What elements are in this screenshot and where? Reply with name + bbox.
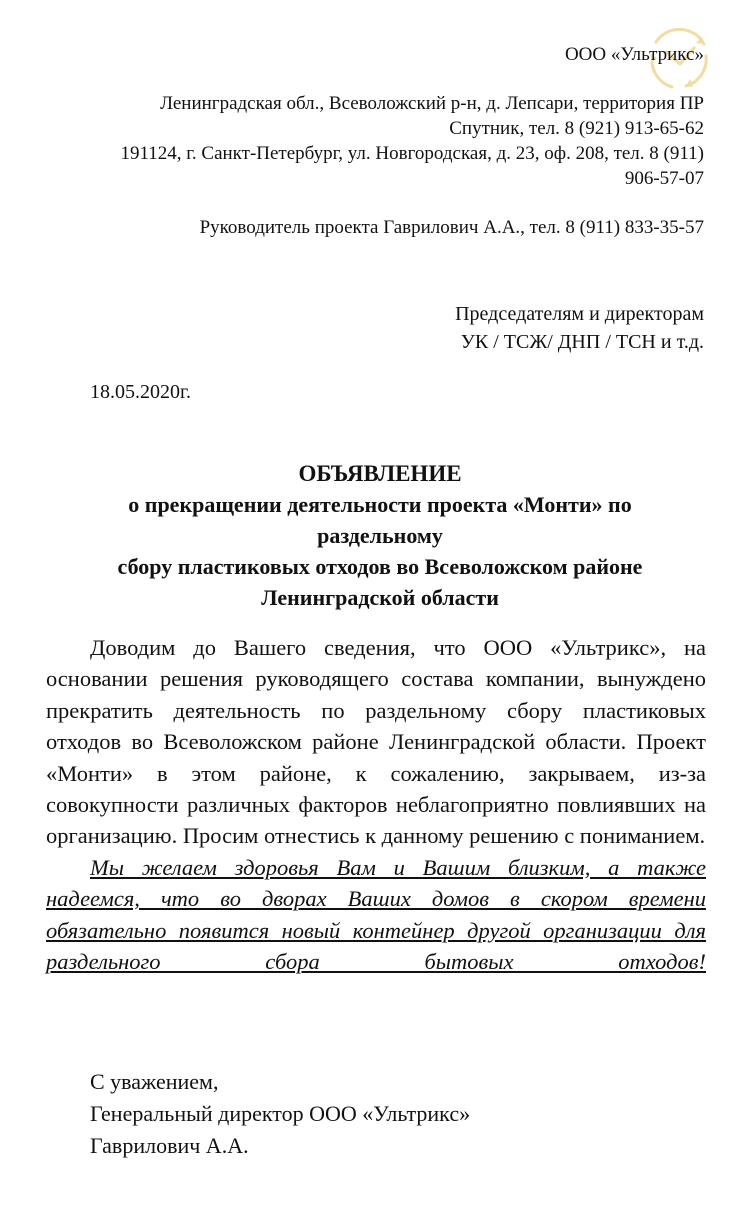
title-main: ОБЪЯВЛЕНИЕ: [298, 461, 462, 486]
closing-position: Генеральный директор ООО «Ультрикс»: [90, 1101, 471, 1126]
signature-block: [90, 1066, 470, 1162]
project-manager-line: Руководитель проекта Гаврилович А.А., тел. 8 (911) 833-35-57: [199, 217, 704, 238]
wish-paragraph: Мы желаем здоровья Вам и Вашим близким, а также надеемся, что во дворах Ваших домов в скором времени обязательно появится новый контейнер другой организации для раздельного сбора бытовых отходов!: [46, 854, 706, 975]
closing-signer: Гаврилович А.А.: [90, 1133, 249, 1158]
announcement-title: [40, 458, 720, 613]
letter-date: 18.05.2020г.: [90, 381, 191, 403]
recipient-block: [455, 300, 704, 356]
recipient-line-2: УК / ТСЖ/ ДНП / ТСН и т.д.: [460, 331, 704, 353]
address-line-1: Ленинградская обл., Всеволожский р-н, д. Лепсари, территория ПР: [160, 93, 704, 114]
address-line-3: 191124, г. Санкт-Петербург, ул. Новгородская, д. 23, оф. 208, тел. 8 (911): [120, 143, 704, 164]
address-line-2: Спутник, тел. 8 (921) 913-65-62: [449, 118, 704, 139]
title-sub-line-3: сбору пластиковых отходов во Всеволожском районе: [117, 554, 643, 579]
recipient-line-1: Председателям и директорам: [455, 303, 704, 325]
title-sub-line-1: о прекращении деятельности проекта «Монти» по: [128, 492, 632, 517]
title-sub-line-4: Ленинградской области: [261, 585, 499, 610]
announcement-body: [46, 632, 706, 977]
letterhead: [64, 42, 704, 240]
body-paragraph: Доводим до Вашего сведения, что ООО «Ультрикс», на основании решения руководящего состава компании, вынуждено прекратить деятельность по раздельному сбору пластиковых отходов во Всеволожском районе Ленинградской области. Проект «Монти» в этом районе, к сожалению, закрываем, из-за совокупности различных факторов неблагоприятно повлиявших на организацию. Просим отнестись к данному решению с пониманием.: [46, 635, 706, 849]
address-line-4: 906-57-07: [624, 168, 704, 189]
company-name: ООО «Ультрикс»: [564, 44, 704, 65]
closing-regards: С уважением,: [90, 1069, 219, 1094]
title-sub-line-2: раздельному: [317, 523, 443, 548]
